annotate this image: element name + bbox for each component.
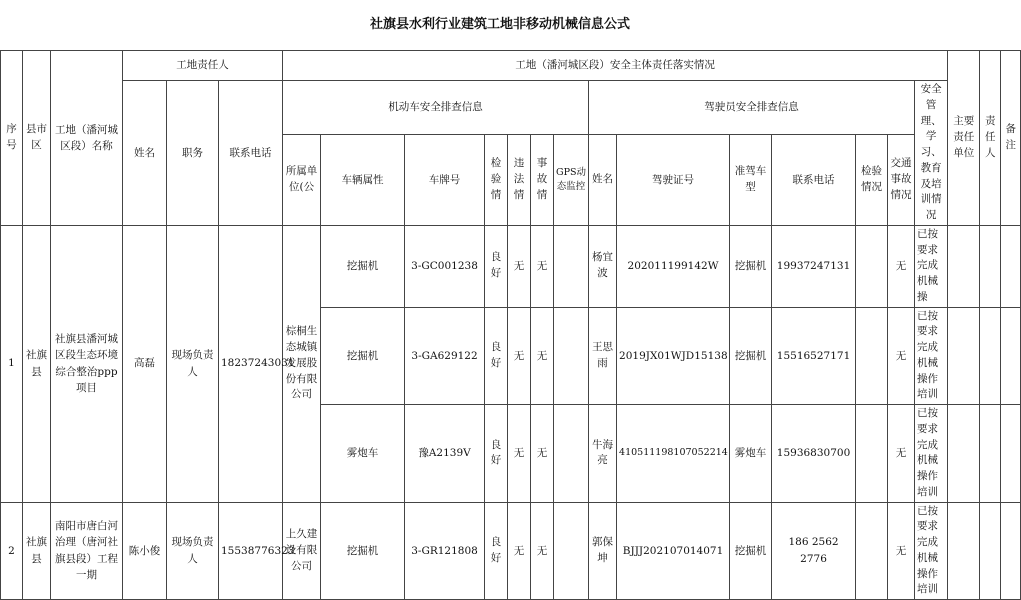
cell-position: 现场负责人 — [167, 502, 219, 600]
cell-vehicle-type: 挖掘机 — [321, 225, 405, 307]
cell-driver-phone: 15516527171 — [772, 307, 856, 405]
cell-allowed: 挖掘机 — [730, 307, 772, 405]
cell-remark — [1001, 405, 1021, 503]
cell-accident: 无 — [531, 307, 554, 405]
cell-plate: 豫A2139V — [405, 405, 485, 503]
cell-plate: 3-GA629122 — [405, 307, 485, 405]
col-vehicle-type: 车辆属性 — [321, 134, 405, 225]
col-driver-phone: 联系电话 — [772, 134, 856, 225]
cell-main-unit — [948, 405, 980, 503]
page-title: 社旗县水利行业建筑工地非移动机械信息公式 — [369, 17, 630, 32]
cell-traffic: 无 — [888, 405, 915, 503]
cell-training: 已按要求完成机械操 — [915, 225, 948, 307]
cell-plate: 3-GC001238 — [405, 225, 485, 307]
cell-site: 社旗县潘河城区段生态环境综合整治ppp项目 — [51, 225, 123, 502]
col-site-responsible: 工地责任人 — [123, 51, 283, 81]
cell-allowed: 雾炮车 — [730, 405, 772, 503]
col-accident: 事故情 — [531, 134, 554, 225]
cell-phone: 15538776323 — [219, 502, 283, 600]
cell-violation: 无 — [508, 307, 531, 405]
cell-accident: 无 — [531, 225, 554, 307]
cell-gps — [554, 225, 589, 307]
col-phone: 联系电话 — [219, 81, 283, 226]
cell-vehicle-type: 挖掘机 — [321, 307, 405, 405]
cell-gps — [554, 502, 589, 600]
cell-license: 202011199142W — [617, 225, 730, 307]
cell-responsible — [980, 405, 1001, 503]
col-license: 驾驶证号 — [617, 134, 730, 225]
cell-vehicle-type: 挖掘机 — [321, 502, 405, 600]
cell-main-unit — [948, 502, 980, 600]
cell-responsible — [980, 307, 1001, 405]
cell-allowed: 挖掘机 — [730, 225, 772, 307]
col-safety-mgmt: 安全管理、学习、教育及培训情况 — [915, 81, 948, 226]
cell-remark — [1001, 225, 1021, 307]
col-main-unit: 主要责任单位 — [948, 51, 980, 226]
cell-check — [856, 502, 888, 600]
cell-accident: 无 — [531, 405, 554, 503]
header-row-2 — [1, 81, 1021, 135]
col-owner-unit: 所属单位(公 — [283, 134, 321, 225]
col-county: 县市区 — [23, 51, 51, 226]
cell-seq: 1 — [1, 225, 23, 502]
col-gps: GPS动态监控 — [554, 134, 589, 225]
col-remark: 备注 — [1001, 51, 1021, 226]
cell-phone: 18237243031 — [219, 225, 283, 502]
cell-traffic: 无 — [888, 502, 915, 600]
col-driver-name: 姓名 — [589, 134, 617, 225]
cell-violation: 无 — [508, 502, 531, 600]
cell-traffic: 无 — [888, 225, 915, 307]
col-allowed-type: 准驾车型 — [730, 134, 772, 225]
col-responsible: 责任人 — [980, 51, 1001, 226]
col-driver-inspection: 检验情况 — [856, 134, 888, 225]
cell-site: 南阳市唐白河治理（唐河社旗县段）工程一期 — [51, 502, 123, 600]
cell-check — [856, 405, 888, 503]
cell-license: 410511198107052214 — [617, 405, 730, 503]
cell-main-unit — [948, 307, 980, 405]
cell-seq: 2 — [1, 502, 23, 600]
cell-main-unit — [948, 225, 980, 307]
table-row — [1, 502, 1021, 600]
col-name: 姓名 — [123, 81, 167, 226]
cell-driver: 杨宜波 — [589, 225, 617, 307]
cell-driver-phone: 186 2562 2776 — [772, 502, 856, 600]
col-site-name: 工地（潘河城区段）名称 — [51, 51, 123, 226]
col-traffic-accident: 交通事故情况 — [888, 134, 915, 225]
cell-responsible — [980, 502, 1001, 600]
col-implementation: 工地（潘河城区段）安全主体责任落实情况 — [283, 51, 948, 81]
cell-allowed: 挖掘机 — [730, 502, 772, 600]
cell-county: 社旗县 — [23, 225, 51, 502]
col-driver-check: 驾驶员安全排查信息 — [589, 81, 915, 135]
info-table — [0, 50, 1021, 600]
cell-training: 已按要求完成机械操作培训 — [915, 307, 948, 405]
cell-county: 社旗县 — [23, 502, 51, 600]
cell-driver: 郭保坤 — [589, 502, 617, 600]
cell-gps — [554, 405, 589, 503]
cell-training: 已按要求完成机械操作培训 — [915, 502, 948, 600]
cell-plate: 3-GR121808 — [405, 502, 485, 600]
cell-check — [856, 307, 888, 405]
cell-gps — [554, 307, 589, 405]
col-vehicle-check: 机动车安全排查信息 — [283, 81, 589, 135]
cell-unit: 棕桐生态城镇发展股份有限公司 — [283, 225, 321, 502]
col-seq: 序号 — [1, 51, 23, 226]
cell-driver: 牛海亮 — [589, 405, 617, 503]
cell-license: 2019JX01WJD15138 — [617, 307, 730, 405]
cell-remark — [1001, 502, 1021, 600]
cell-driver-phone: 19937247131 — [772, 225, 856, 307]
cell-position: 现场负责人 — [167, 225, 219, 502]
col-inspection: 检验情 — [485, 134, 508, 225]
cell-driver: 王思雨 — [589, 307, 617, 405]
table-row — [1, 225, 1021, 307]
cell-person: 高磊 — [123, 225, 167, 502]
cell-vehicle-type: 雾炮车 — [321, 405, 405, 503]
cell-inspection: 良好 — [485, 307, 508, 405]
cell-person: 陈小俊 — [123, 502, 167, 600]
cell-responsible — [980, 225, 1001, 307]
cell-unit: 上久建设有限公司 — [283, 502, 321, 600]
cell-training: 已按要求完成机械操作培训 — [915, 405, 948, 503]
cell-traffic: 无 — [888, 307, 915, 405]
cell-accident: 无 — [531, 502, 554, 600]
col-position: 职务 — [167, 81, 219, 226]
cell-inspection: 良好 — [485, 405, 508, 503]
header-row-1 — [1, 51, 1021, 81]
cell-remark — [1001, 307, 1021, 405]
cell-violation: 无 — [508, 405, 531, 503]
col-violation: 违法情 — [508, 134, 531, 225]
cell-license: BJJJ202107014071 — [617, 502, 730, 600]
cell-inspection: 良好 — [485, 225, 508, 307]
col-plate: 车牌号 — [405, 134, 485, 225]
cell-driver-phone: 15936830700 — [772, 405, 856, 503]
cell-violation: 无 — [508, 225, 531, 307]
cell-check — [856, 225, 888, 307]
cell-inspection: 良好 — [485, 502, 508, 600]
